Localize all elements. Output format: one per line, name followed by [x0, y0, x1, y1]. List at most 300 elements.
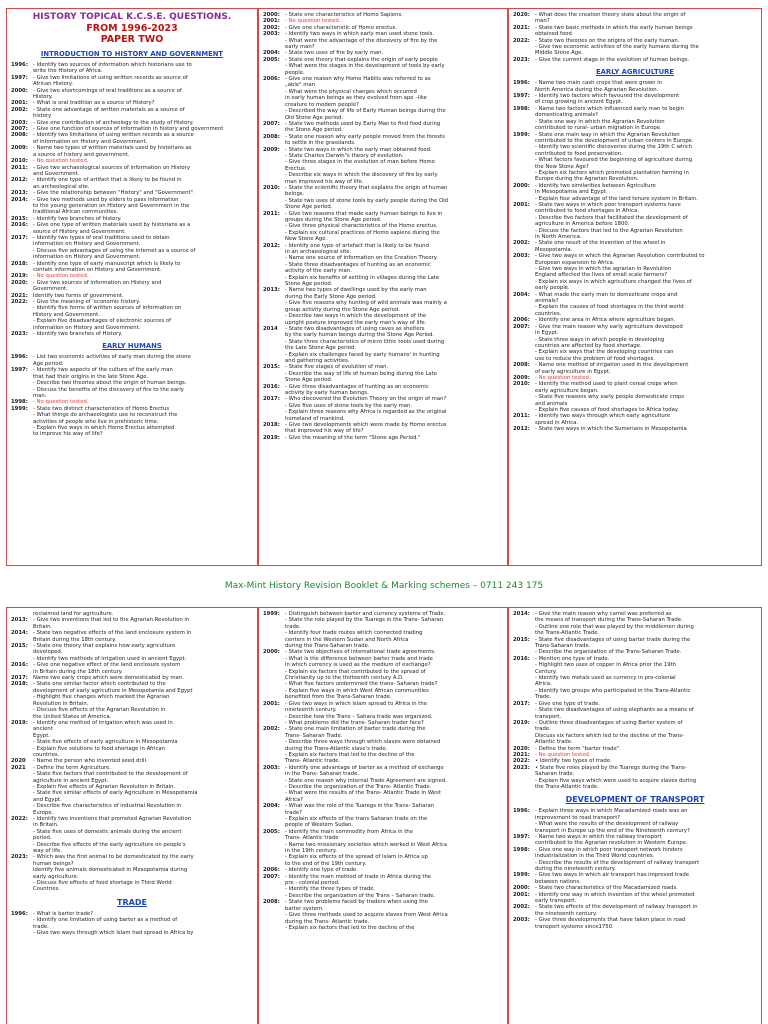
year-label: 2006:: [263, 76, 280, 83]
question-entry: [513, 892, 757, 905]
question-entry: [263, 422, 503, 435]
question-text: - State two ways in which the Sumerians in Mesopotamia: [535, 426, 687, 433]
question-text: - Explain three ways in which Macadamized roads was an improvement to road transport? - What were the results of the development of railway transport in Europe up the end of the Nineteenth century?: [535, 808, 690, 834]
question-entry: [513, 701, 757, 720]
question-text: - Identify two similarities between Agriculture in Mesopotamia and Egypt. - Explain four advantage of the land tenure system in Britain.: [535, 182, 698, 202]
year-label: 2010:: [513, 381, 530, 388]
question-text: - Name two types of dwellings used by the early man during the Early Stone Age period. - Give five reasons why hunting of wild animals was mainly a group activity during the Stone Age period. - Describe two ways in which the development of the upright posture improved the early man's way of life.: [285, 287, 447, 326]
question-text: - State one main way in which the Agrarian Revolution contributed to the development of urban centers in Europe. - Identify two scientific discoveries during the 19th C which contributed to food preservation. - What factors favoured the beginning of agriculture during the New Stone Age? - Explain six factors which promoted plantation farming in Europe during the Agrarian Revolution.: [535, 131, 694, 183]
year-label: 1998:: [11, 399, 28, 406]
question-entry: [263, 243, 503, 288]
question-text: - Identify two types of oral traditions used to obtain information on History and Government.: [33, 234, 170, 248]
question-text: - State two negative effects of the land enclosure system in Britain during the 18th century.: [33, 630, 192, 643]
question-entry: [11, 299, 253, 331]
question-text: - Who discovered the Evolution Theory on the origin of man? - Give five uses of stone tools by the early man. - Explain three reasons why Africa is regarded as the original homeland of mankind.: [285, 396, 447, 422]
question-text: reclaimed land for agriculture.: [33, 611, 114, 617]
question-entry: [263, 147, 503, 185]
question-entry: [11, 177, 253, 190]
question-text: - Outline three disadvantages of using Barter system of trade. Discuss six factors which led to the decline of the Trans- Atlantic trade.: [535, 719, 684, 746]
question-text: - Give one way in which poor transport network hinders industrialization in the Third World countries. - Describe the results of the development of railway transport during the nineteenth century.: [535, 846, 700, 873]
question-entry: [513, 38, 757, 57]
question-text: - Name one method of irrigation used in the development of early agriculture in Egypt.: [535, 362, 689, 375]
question-text: - Identify one method of irrigation which was used in ancient Egypt. - State five effects of early agriculture in Mesopotamia - Explain five solutions to food shortage in African countries.: [33, 719, 178, 758]
column-left: [6, 607, 258, 1024]
year-label: 2020: [11, 758, 26, 765]
question-text: - Identify two factors which favoured the development of crop growing in ancient Egypt.: [535, 93, 680, 106]
year-label: 2000:: [263, 649, 280, 656]
question-text: - State two problems faced by traders when using the barter system. - Give three methods used to acquire slaves from West Africa during the Trans- Atlantic trade. - Explain six factors that led to the decline of the: [285, 899, 448, 931]
question-text: - Give the main reason why camel was preferred as the means of transport during the Trans-Saharan Trade. - Outline one role that was played by the middlemen during the Trans-Atlantic Trade.: [535, 611, 694, 637]
year-label: 2001:: [263, 18, 280, 25]
year-label: 2015:: [11, 215, 28, 222]
year-label: 2016:: [513, 655, 530, 662]
question-text: Identify two forms of government.: [33, 292, 124, 299]
question-text: - Give two limitations of using written records as source of African History.: [33, 74, 188, 88]
year-label: 2012:: [11, 177, 28, 184]
year-label: 2021:: [513, 751, 530, 758]
question-entry: [263, 396, 503, 422]
year-label: 2022:: [513, 37, 530, 44]
year-label: 2020:: [11, 279, 28, 286]
question-text: - Define the term Agriculture. - State five factors that contributed to the development of agriculture in ancient Egypt. - Explain five effects of Agrarian Revolution in Britain. - State five similar effects of early Agriculture in Mesopotamia and Egypt. - Describe five characteristics of industrial Revolution in Europe.: [33, 764, 198, 816]
question-text: - Identify one type of early manuscript which is likely to contain information on History and Government.: [33, 260, 181, 273]
year-label: 2016:: [11, 662, 28, 669]
question-entry: [11, 662, 253, 675]
year-label: 2000:: [263, 12, 280, 18]
question-entry: [513, 413, 757, 426]
year-label: 2005:: [263, 56, 280, 63]
question-entry: [513, 80, 757, 93]
year-label: 2020:: [513, 12, 530, 18]
question-text: - Give two inventions that led to the Agrarian Revolution in Britain.: [33, 617, 190, 630]
question-entry: [513, 106, 757, 132]
question-entry: [263, 134, 503, 147]
question-text: - Identify one area in Africa where agriculture began.: [535, 317, 676, 324]
question-entry: [513, 917, 757, 930]
question-text: - Give the meaning of the term "Stone age Period.": [285, 434, 421, 441]
question-entry: [513, 637, 757, 656]
year-label: 2002:: [513, 240, 530, 247]
title-line-2: FROM 1996-2023: [86, 23, 178, 34]
question-entry: [11, 197, 253, 216]
question-text: - State two effects of the development of railway transport in the nineteenth century.: [535, 904, 698, 917]
title-line-1: HISTORY TOPICAL K.C.S.E. QUESTIONS.: [32, 12, 232, 22]
year-label: 2017:: [263, 396, 280, 403]
year-label: 1997:: [11, 74, 28, 81]
question-text: - Give two ways in which Islam spread to Africa in the nineteenth century. - Describe how the Trans – Sahara trade was organized. - What problems did the trans- Saharan trader face?: [285, 700, 433, 726]
year-label: 2019:: [11, 719, 28, 726]
question-text: - Give one negative effect of the land enclosure system in Britain during the 18th century.: [33, 662, 181, 675]
question-entry: [11, 816, 253, 854]
year-label: 2008:: [263, 899, 280, 906]
section-heading: DEVELOPMENT OF TRANSPORT: [565, 795, 705, 805]
question-text: - State five disadvantages of using barter trade during the Trans-Saharan trade. - Describe the organization of the Trans-Saharan Trade.: [535, 636, 691, 656]
year-label: 2013:: [11, 617, 28, 624]
year-label: 2023:: [513, 764, 530, 771]
year-label: 1996:: [513, 808, 530, 815]
question-entry: [11, 261, 253, 274]
year-label: 2021:: [11, 292, 28, 299]
question-entry: [263, 701, 503, 727]
year-label: 2007:: [11, 126, 28, 133]
year-label: 2019:: [513, 719, 530, 726]
question-entry: [263, 829, 503, 867]
question-text: - No question tested.: [535, 751, 591, 758]
question-entry: [263, 364, 503, 383]
question-text: - Identify the method used to plant cereal crops when early agriculture began. - State five reasons why early people domesticate crops and animals - Explain five causes of food shortages to Africa today.: [535, 381, 685, 413]
question-text: - State one advantage of written materials as a source of history: [33, 106, 185, 120]
year-label: 1999:: [11, 405, 28, 412]
year-label: 2005:: [263, 828, 280, 835]
question-text: - Identify one type of artefact that is likely to be found in an archaeological site. - Name one source of information on the Creation Theory. - State three disadvantages of hunting as an economic activity of the early man. - Explain six benefits of settling in villages during the Late Stone Age period.: [285, 242, 440, 288]
year-label: 2007:: [263, 873, 280, 880]
question-text: • State five roles played by the Tuaregs during the Trans- Saharan trade. - Explain five ways which were used to acquire slaves during the Trans-Atlantic trade.: [535, 764, 697, 790]
question-text: - Mention one type of trade. - Highlight two uses of copper in Africa prior the 19th Century. - Identify two metals used as currency in pre-colonial Africa. - Identify two groups who participated in the Trans-Atlantic Trade.: [535, 655, 691, 701]
question-text: - State two ways in which the early man obtained food. - State Charles Darwin"s theory of evolution. - Give three stages in the evolution of man before Homo Erectus. - Describe six ways in which the discovery of fire by early man improved his way of life.: [285, 146, 438, 185]
question-text: - Identify two branches of History.: [33, 331, 123, 338]
question-entry: [513, 292, 757, 318]
question-text: - State one main limitation of barter trade during the Trans- Saharan Trade. - Describe three ways through which slaves were obtained during the Trans-Atlantic slave's trade. - Explain six factors that led to the decline of the Trans- Atlantic trade.: [285, 726, 441, 765]
year-label: 2022:: [11, 816, 28, 822]
question-entry: [513, 872, 757, 885]
question-text: - Identify two limitations of using written records as a source of information on History and Government.: [33, 132, 194, 145]
year-label: 2016:: [263, 383, 280, 390]
year-label: 2003:: [263, 764, 280, 771]
question-entry: [513, 240, 757, 253]
question-text: - Distinguish between barter and currency systems of Trade. - State the role played by the Tuaregs in the Trans- Saharan trade. - Identify four trade routes which connected trading centers in the Western Sudan and North Africa during the Trans-Saharan trade.: [285, 611, 446, 650]
year-label: 2019:: [263, 434, 280, 441]
year-label: 2018:: [11, 681, 28, 688]
question-text: - State two basic methods in which the early human beings obtained food.: [535, 24, 693, 38]
question-entry: [513, 132, 757, 183]
question-entry: [513, 25, 757, 38]
question-entry: [513, 381, 757, 413]
year-label: 1999:: [513, 131, 530, 138]
year-label: 2002:: [263, 24, 280, 31]
year-label: 1998:: [513, 846, 530, 853]
question-text: - Give two sources of information on History and Government.: [33, 279, 162, 293]
question-text: - No question tested.: [33, 158, 89, 165]
question-text: - What is barter trade? - Identify one limitation of using barter as a method of trade. - Give two ways through which Islam had spread in Africa by: [33, 910, 194, 937]
question-entry: [11, 720, 253, 758]
question-text: - What made the early man to domesticate crops and animals? - Explain the causes of food shortages in the third world countries.: [535, 291, 684, 317]
year-label: [11, 248, 33, 261]
year-label: 2006:: [513, 317, 530, 324]
question-entry: [263, 435, 503, 441]
question-entry: [11, 331, 253, 337]
year-label: 1996:: [11, 910, 28, 917]
question-entry: [11, 165, 253, 178]
year-label: 2013:: [263, 287, 280, 294]
question-text: - Give two ways in which air transport has improved trade between nations.: [535, 872, 690, 885]
question-entry: [11, 248, 253, 261]
question-text: - Give one contribution of archeology to the study of History.: [33, 119, 194, 126]
year-label: 2010:: [11, 158, 28, 165]
question-entry: [513, 765, 757, 791]
year-label: 2012:: [513, 426, 530, 433]
year-label: 1997:: [513, 93, 530, 100]
year-label: 2000:: [513, 885, 530, 892]
year-label: 2022:: [11, 299, 28, 306]
year-label: 2021: [11, 764, 26, 771]
question-text: - Give one type of written materials used by historians as a source of History and Government.: [33, 222, 191, 235]
year-label: 2001:: [513, 201, 530, 208]
question-text: - State one reason why early people moved from the forests to settle in the grasslands.: [285, 133, 445, 147]
question-text: - Give the current stage in the evolution of human beings.: [535, 56, 690, 63]
question-entry: [263, 765, 503, 803]
question-entry: [263, 76, 503, 121]
year-label: 2020:: [513, 745, 530, 752]
year-label: 1999:: [263, 611, 280, 617]
question-entry: [513, 847, 757, 873]
question-entry: [11, 681, 253, 719]
year-label: 2017:: [11, 234, 28, 241]
question-entry: [263, 287, 503, 325]
question-entry: [263, 649, 503, 700]
year-label: 2010:: [263, 184, 280, 191]
question-text: - State two disadvantages of using caves as shelters by the early human beings during the Stone Age Period. - State three characteristics of micro lithic tools used during the Late Stone Age period. - Explain six challenges faced by early humans' in hunting and gathering activities.: [285, 325, 445, 364]
year-label: 2014:: [11, 196, 28, 203]
question-text: - Identify one type of artifact that is likely to be found in an archeological site.: [33, 177, 182, 190]
year-label: 2003:: [11, 119, 28, 126]
year-label: 2018:: [11, 260, 28, 267]
year-label: 2009:: [513, 374, 530, 381]
year-label: 2023:: [11, 854, 28, 861]
question-text: - Which was the first animal to be domesticated by the early human beings? Identify five animals domesticated in Mesopotamia during early agriculture. - Discuss five effects of food shortage in Third World Countries.: [33, 854, 194, 893]
question-entry: [513, 324, 757, 362]
year-label: 1996:: [11, 62, 28, 68]
section-heading: TRADE: [117, 897, 147, 907]
question-text: - Give one characteristic of Homo erectus.: [285, 24, 397, 31]
year-label: 2008:: [263, 133, 280, 140]
year-label: 2014: [263, 325, 278, 332]
year-label: 2001:: [11, 100, 28, 107]
year-label: 2022:: [513, 758, 530, 765]
question-entry: [263, 803, 503, 829]
question-entry: [263, 31, 503, 50]
question-text: - Give two methods used by elders to pass information to the young generation on History and Government in the traditional African communities.: [33, 196, 190, 216]
year-label: 2004:: [513, 291, 530, 298]
question-entry: [263, 121, 503, 134]
column-right: [508, 8, 762, 566]
question-text: - State one theory that explains the origin of early people - What were the stages in the development of tools by early people.: [285, 56, 445, 76]
question-entry: [263, 57, 503, 76]
year-label: 2015:: [263, 364, 280, 371]
question-text: - State two theories on the origins of the early human. - Give two economic activities of the early humans during the Middle Stone Age.: [535, 37, 699, 57]
year-label: 2003:: [513, 917, 530, 924]
question-text: - Identify the main commodity from Africa in the Trans- Atlantic trade - Name two missionary societies which worked in West Africa in the 19th century. - Explain six effects of the spread of Islam in Africa up to the end of the 19th century.: [285, 828, 447, 867]
question-entry: [513, 720, 757, 746]
question-text: - Name two factors which influenced early man to begin domesticating animals? - State one way in which the Agrarian Revolution contributed to rural- urban migration in Europe.: [535, 105, 684, 132]
question-text: • Identify two types of trade.: [535, 758, 612, 765]
year-label: 2011:: [11, 164, 28, 171]
question-entry: [513, 426, 757, 432]
year-label: 2007:: [513, 323, 530, 330]
question-entry: [513, 93, 757, 106]
question-text: - Give two ways in which the Agrarian Revolution contributed to European expansion to Africa. - Give two ways in which the agrarian in Revolution England affected the lives of small scale farmers? - Explain six ways in which agriculture changed the lives of early people.: [535, 253, 705, 292]
question-entry: [513, 12, 757, 25]
entry-list: [11, 611, 253, 937]
year-label: 2000:: [513, 182, 530, 189]
question-text: - State one result of the invention of the wheel in Mesopotamia.: [535, 240, 666, 253]
question-entry: [513, 362, 757, 375]
year-label: 2003:: [263, 31, 280, 38]
question-text: - State two methods used by Early Man to find food during the Stone Age period.: [285, 120, 441, 134]
question-entry: [11, 630, 253, 643]
year-label: 2012:: [263, 242, 280, 249]
question-entry: [11, 62, 253, 75]
year-label: 1999:: [513, 872, 530, 879]
year-label: 2007:: [263, 120, 280, 127]
year-label: 2011:: [513, 413, 530, 420]
year-label: 2015:: [513, 636, 530, 643]
question-text: - State the scientific theory that explains the origin of human beings. - State two uses of stone tools by early people during the Old Stone Age period.: [285, 184, 449, 211]
year-label: 2021:: [513, 24, 530, 31]
year-label: 2004:: [263, 50, 280, 57]
question-text: - Define the term "barter trade".: [535, 745, 621, 752]
year-label: 2023:: [513, 56, 530, 63]
question-text: - No question tested.: [535, 374, 591, 381]
column-right: [508, 607, 762, 1024]
year-label: 2017:: [11, 675, 28, 682]
year-label: 2009:: [263, 146, 280, 153]
question-entry: [513, 202, 757, 240]
entry-list: [263, 611, 503, 931]
year-label: 1997:: [11, 367, 28, 374]
question-text: - What does the creation theory state about the origin of man?: [535, 12, 686, 25]
question-entry: [263, 326, 503, 364]
question-text: - State five stages of evolution of man. - Describe the way of life of human being during the Late Stone Age period.: [285, 364, 437, 384]
question-entry: [11, 88, 253, 101]
question-text: - Name two ways in which the railway transport contributed to the Agrarian revolution in Western Europe.: [535, 834, 688, 847]
year-label: 2002:: [11, 106, 28, 113]
year-label: 2008:: [513, 362, 530, 369]
column-middle: [258, 607, 508, 1024]
question-entry: [11, 107, 253, 120]
question-text: - Give the meaning of 'economic history. - Identify five forms of written sources of information on History and Government. - Explain five disadvantages of electronic sources of information on History and Government.: [33, 299, 182, 331]
question-entry: [263, 726, 503, 764]
question-text: Name two early crops which were domesticated by man.: [33, 675, 184, 682]
entry-list: [513, 12, 757, 433]
question-text: - Give two shortcomings of oral traditions as a source of History.: [33, 87, 182, 101]
entry-list: [11, 50, 253, 438]
question-text: - No question tested.: [33, 399, 89, 406]
question-entry: [11, 643, 253, 662]
year-label: 2001:: [263, 700, 280, 707]
question-entry: [513, 834, 757, 847]
document-title: [11, 12, 253, 45]
question-text: - No question tested.: [285, 18, 341, 25]
question-text: - Identify two aspects of the culture of the early man that had their origins in the late Stone Age. - Describe two theories about the origin of human beings. - Discuss the benefits of the discovery of fire to the early man.: [33, 367, 187, 399]
question-text: - State two characteristics of the Macadamized roads.: [535, 885, 678, 892]
question-entry: [11, 367, 253, 399]
question-text: - Identify one way in which invention of the wheel promoted early transport.: [535, 891, 695, 905]
year-label: 2004:: [263, 803, 280, 810]
title-line-3: PAPER TWO: [100, 34, 164, 45]
year-label: 2016:: [11, 222, 28, 229]
question-text: - Name two main cash crops that were grown in North America during the Agrarian Revolution.: [535, 80, 663, 93]
column-left: [6, 8, 258, 566]
question-entry: [11, 765, 253, 816]
question-text: - What is oral tradition as a source of History?: [33, 100, 155, 107]
entry-list: [513, 611, 757, 930]
year-label: 2011:: [263, 210, 280, 217]
column-middle: [258, 8, 508, 566]
year-label: 2017:: [513, 700, 530, 707]
question-text: - Identify two ways through which early agriculture spread in Africa.: [535, 413, 671, 426]
question-entry: [263, 211, 503, 243]
question-entry: [11, 854, 253, 892]
question-entry: [11, 222, 253, 235]
question-entry: [513, 57, 757, 63]
year-label: 2008:: [11, 132, 28, 139]
question-text: - Name the person who invented seed drill.: [33, 758, 148, 765]
question-text: - State one characteristics of Homo Sapiens.: [285, 12, 403, 18]
page-footer: Max-Mint History Revision Booklet & Marking schemes – 0711 243 175: [224, 581, 544, 591]
question-text: - Discuss five advantages of using the internet as a source of information on History and Government.: [33, 247, 196, 261]
question-text: - State one theory that explains how early agriculture developed. - Identify two methods of irrigation used in ancient Egypt.: [33, 643, 187, 662]
question-entry: [11, 145, 253, 158]
question-text: - State two objectives of international trade agreements. - What is the difference between barter trade and trade in which currency is used as the medium of exchange? - Explain six factors that contributed to the spread of Christianity up to the thirteenth century A.D. - What five factors undermined the trans- Saharan trade? - Explain five ways in which West African communities benefited from the Trans-Saharan trade.: [285, 649, 438, 701]
question-text: - Name two types of written materials used by historians as a source of history and government.: [33, 145, 192, 158]
year-label: 2003:: [513, 253, 530, 260]
year-label: 2014:: [11, 630, 28, 637]
question-text: - Give three disadvantages of hunting as an economic activity by early human beings.: [285, 383, 429, 396]
question-text: - Identify two sources of information which historians use to write the History of Africa.: [33, 62, 192, 75]
year-label: 1996:: [11, 354, 28, 361]
question-text: - State two distinct characteristics of Homo Erectus - What things do archaeologists use to reconstruct the activities of people who live in prehistoric time. - Explain five ways in which Homo Erectus attempted to improve his way of life?: [33, 405, 178, 438]
section-heading: EARLY AGRICULTURE: [595, 68, 675, 77]
question-text: - Identify one type of trade.: [285, 867, 358, 874]
question-text: - Give one function of sources of information in history and government: [33, 126, 224, 133]
question-entry: [513, 904, 757, 917]
question-entry: [513, 183, 757, 202]
year-label: 2006:: [263, 867, 280, 874]
question-entry: [263, 874, 503, 900]
question-entry: [11, 911, 253, 937]
question-text: - No question tested.: [33, 273, 89, 280]
question-entry: [11, 617, 253, 630]
question-text: - State one similar factor which contributed to the development of early agriculture in Mesopotamia and Egypt - Highlight five changes which marked the Agrarian Revolution in Britain. - Discuss five effects of the Agrarian Revolution in the United States of America.: [33, 681, 193, 720]
entry-list: [263, 12, 503, 441]
question-text: - State two uses of fire by early man.: [285, 50, 384, 57]
question-entry: [11, 75, 253, 88]
year-label: 2001:: [513, 891, 530, 898]
question-entry: [513, 611, 757, 637]
question-text: - Give one reason why Homo Habilis was referred to as „able" man - What were the physical changes which occurred in early human beings as they evolved from ape –like creature to modern people? - Described the way of life of Early Human beings during the Old Stone Age period.: [285, 76, 446, 121]
question-text: - Give one type of trade. - State two disadvantages of using elephants as a means of transport.: [535, 700, 694, 720]
year-label: 2014:: [513, 611, 530, 617]
page-two: [0, 604, 768, 1024]
year-label: 1996:: [513, 80, 530, 87]
question-text: - Give three developments that have taken place in road transport systems since1750.: [535, 917, 686, 930]
year-label: 1997:: [513, 834, 530, 840]
year-label: 2023:: [11, 331, 28, 338]
question-entry: [513, 656, 757, 701]
question-text: - Identify the main method of trade in Africa during the pre - colonial period. - Identify the three types of trade. - Describe the organization of the Trans – Saharan trade.: [285, 873, 436, 899]
year-label: 2018:: [263, 422, 280, 428]
question-entry: [11, 280, 253, 293]
year-label: 2002:: [513, 904, 530, 911]
year-label: 2013:: [11, 190, 28, 197]
year-label: 2000:: [11, 87, 28, 94]
question-text: - What was the role of the Tuaregs in the Trans- Saharan trade? - Explain six effects of the trans Saharan trade on the people of Western Sudan.: [285, 803, 435, 829]
section-heading: INTRODUCTION TO HISTORY AND GOVERNMENT: [40, 50, 224, 58]
question-text: - Give the main reason why early agriculture developed in Egypt. - State three ways in which people in developing countries are affected by food shortage. - Explain six ways that the developing countries can use to reduce the problem of food shortages.: [535, 323, 683, 362]
question-text: - Give the relationship between "History" and "Government".: [33, 190, 195, 197]
question-entry: [263, 185, 503, 211]
question-text: - Give two reasons that made early human beings to live in groups during the Stone Age period. - Give three physical characteristics of the Homo erectus. - Explain six cultural practices of Homo sapiens during the New Stone Age.: [285, 210, 443, 243]
